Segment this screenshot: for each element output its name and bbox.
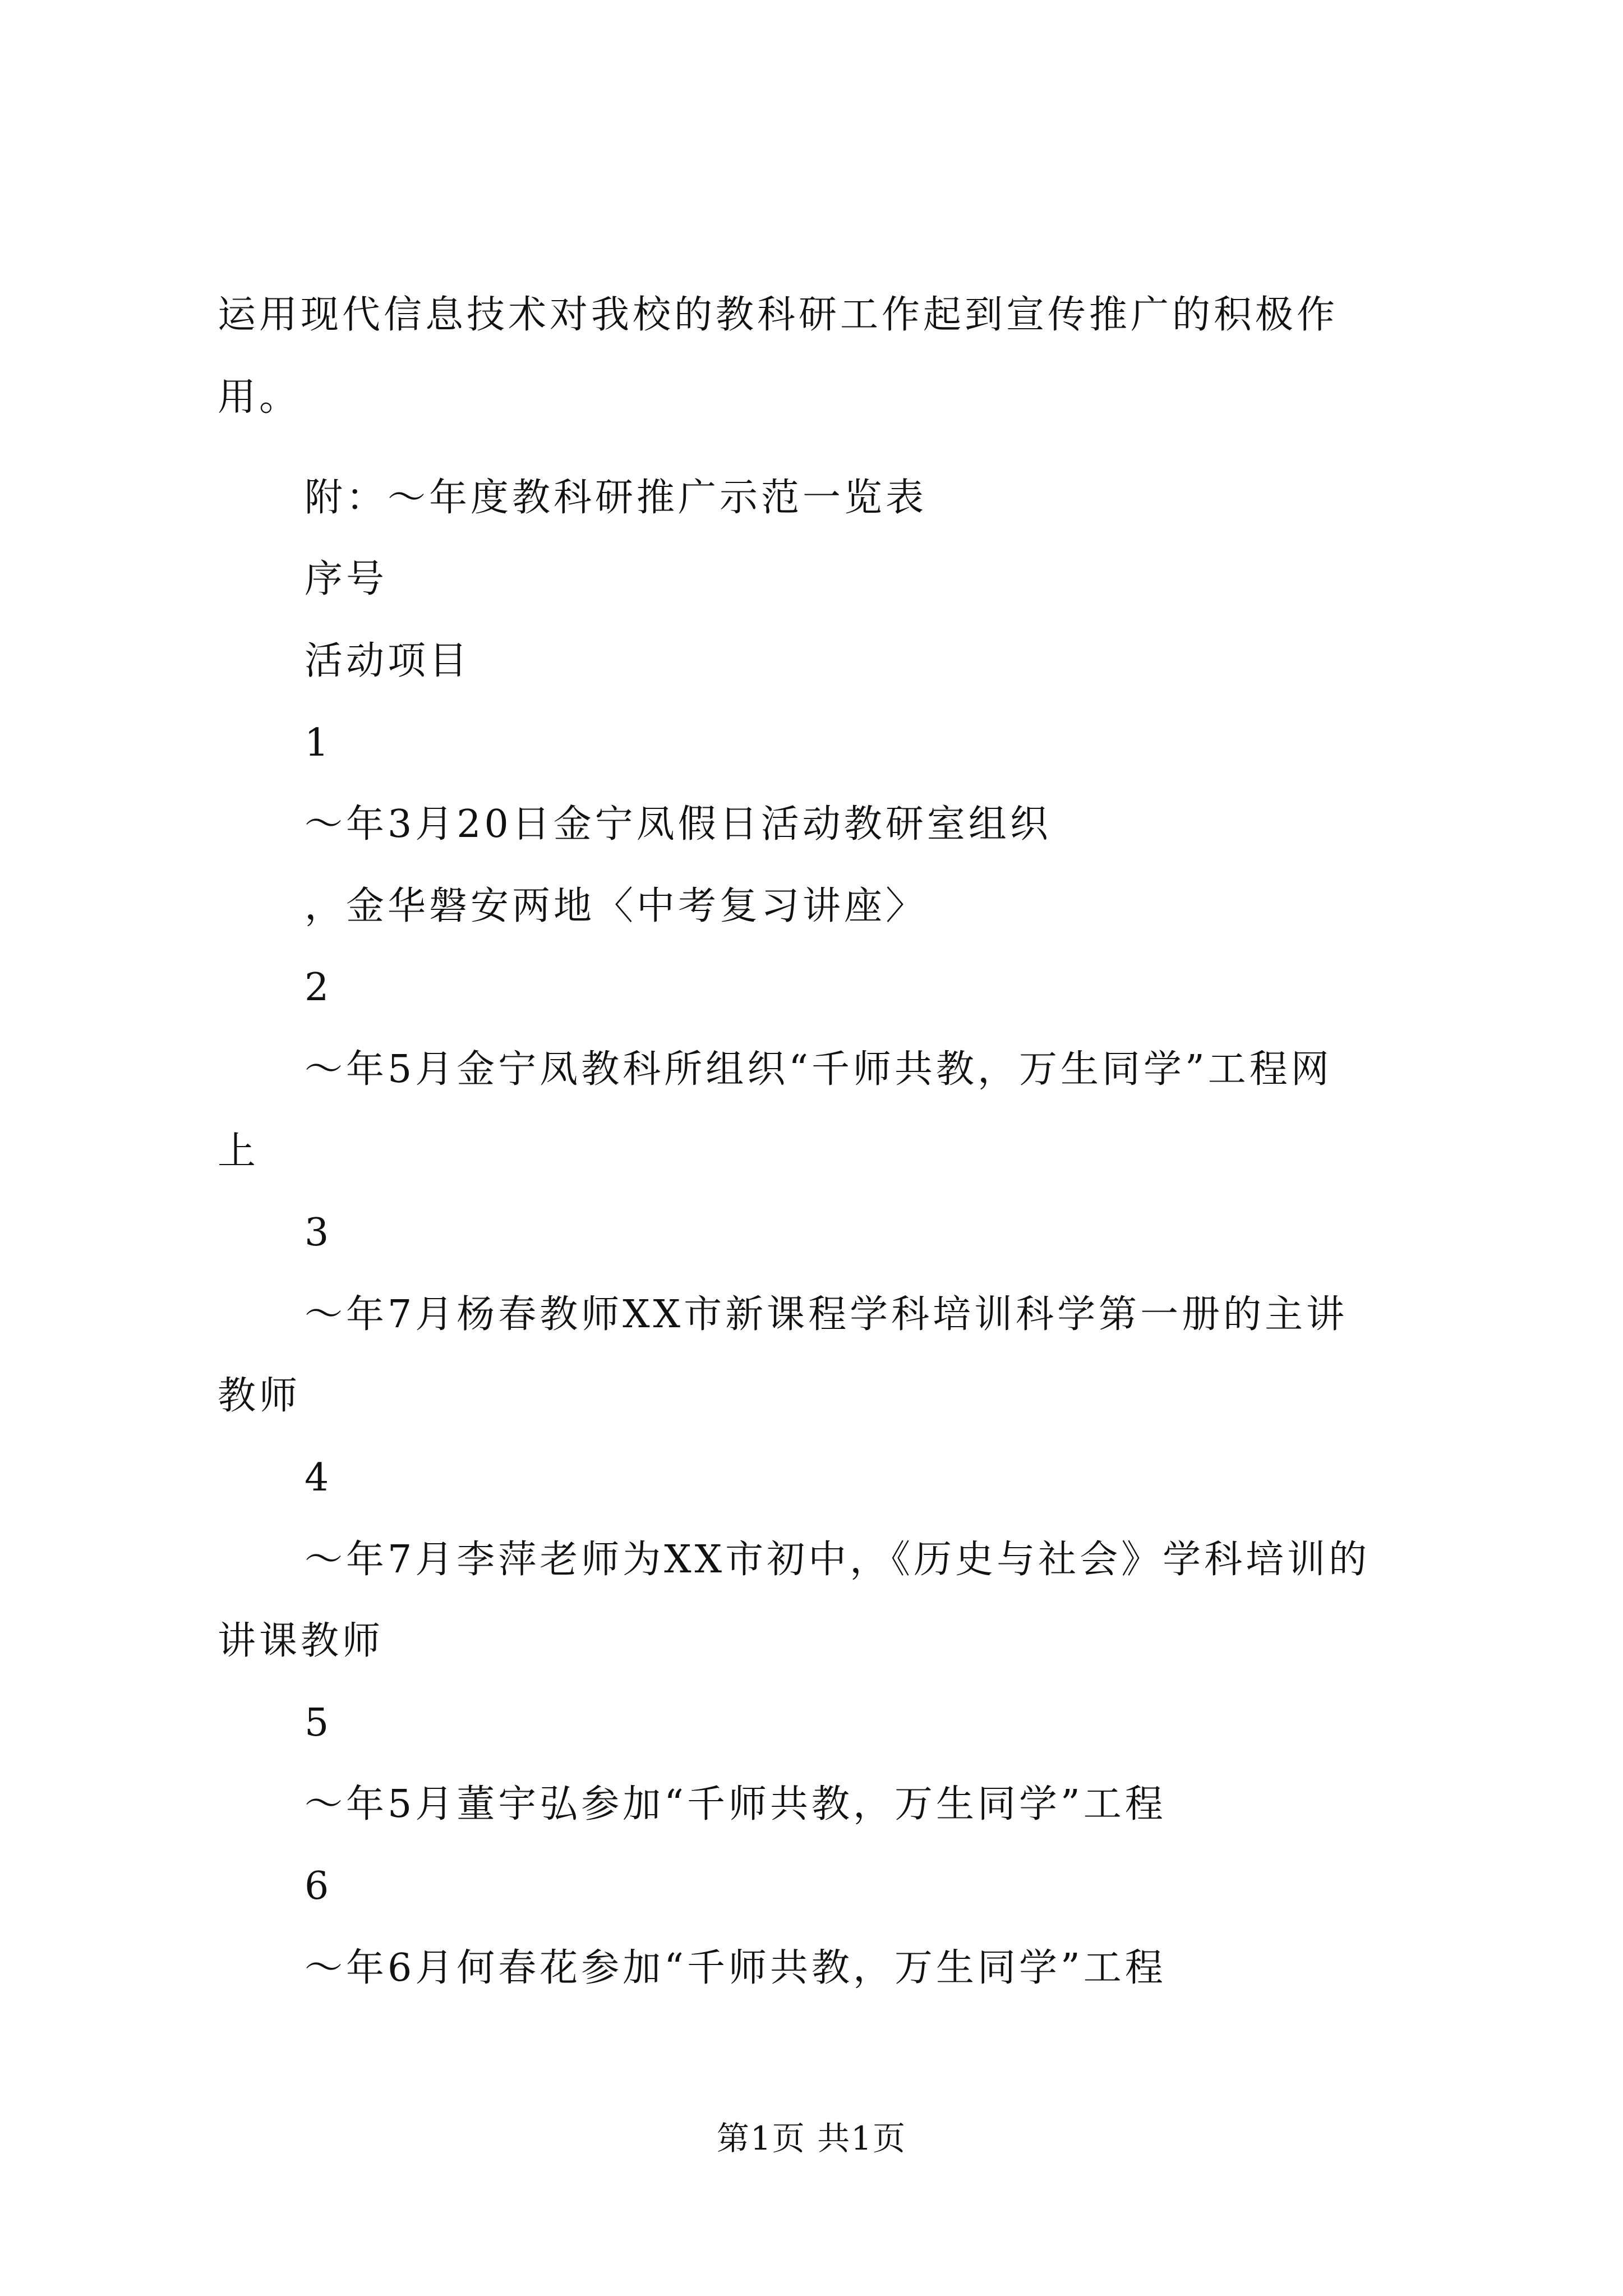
table-row-activity: ～年7月杨春教师XX市新课程学科培训科学第一册的主讲 [305, 1292, 1348, 1337]
table-row-number: 6 [305, 1864, 333, 1908]
table-header-index: 序号 [305, 557, 388, 601]
table-row-number: 5 [305, 1701, 333, 1745]
table-row-activity: 上 [218, 1129, 260, 1174]
table-header-activity: 活动项目 [305, 639, 471, 683]
table-row-activity: ～年7月李萍老师为XX市初中，《历史与社会》学科培训的 [305, 1538, 1371, 1582]
table-row-number: 3 [305, 1211, 333, 1255]
body-text-line: 用。 [218, 375, 301, 420]
table-row-activity: ，金华磐安两地〈中考复习讲座〉 [305, 884, 928, 928]
table-row-activity: ～年5月金宁凤教科所组织“千师共教，万生同学”工程网 [305, 1047, 1332, 1092]
table-row-activity: ～年3月20日金宁凤假日活动教研室组织 [305, 802, 1052, 846]
table-row-number: 2 [305, 965, 333, 1010]
appendix-title: 附：～年度教科研推广示范一览表 [305, 476, 928, 520]
table-row-activity: 讲课教师 [218, 1619, 384, 1663]
body-text-line: 运用现代信息技术对我校的教科研工作起到宣传推广的积极作 [218, 293, 1339, 337]
table-row-number: 1 [305, 721, 333, 765]
page-number-footer: 第1页 共1页 [716, 2119, 907, 2157]
table-row-activity: ～年6月何春花参加“千师共教，万生同学”工程 [305, 1946, 1166, 1990]
table-row-activity: 教师 [218, 1374, 301, 1418]
table-row-activity: ～年5月董宇弘参加“千师共教，万生同学”工程 [305, 1782, 1166, 1826]
table-row-number: 4 [305, 1456, 333, 1500]
